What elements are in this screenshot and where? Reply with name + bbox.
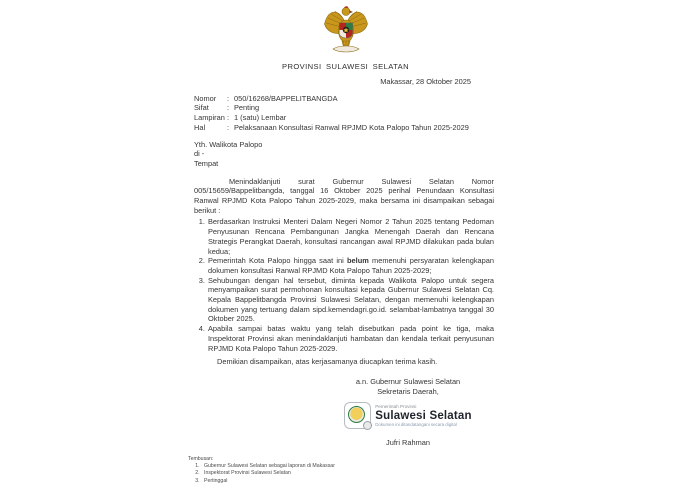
signature-block bbox=[322, 377, 494, 448]
addressee-block bbox=[194, 140, 494, 169]
point-2 bbox=[207, 256, 494, 275]
signature-on-behalf: a.n. Gubernur Sulawesi Selatan bbox=[355, 377, 461, 386]
meta-separator: : bbox=[227, 113, 230, 123]
meta-row-hal bbox=[194, 123, 494, 133]
point-3 bbox=[207, 276, 494, 325]
stamp-province-name: Sulawesi Selatan bbox=[375, 409, 472, 422]
signer-name: Jufri Rahman bbox=[386, 438, 430, 448]
tembusan-item-1 bbox=[201, 463, 335, 470]
point-4 bbox=[207, 324, 494, 353]
point-2-bold: belum bbox=[347, 256, 369, 266]
seal-circle-icon bbox=[348, 406, 365, 423]
stamp-text bbox=[375, 404, 472, 427]
point-2-pre: Pemerintah Kota Palopo hingga saat ini bbox=[208, 256, 348, 266]
garuda-pancasila-icon bbox=[323, 3, 369, 64]
signature-title: Sekretaris Daerah, bbox=[377, 386, 439, 396]
tembusan-item-2 bbox=[201, 470, 335, 477]
addressee-name: Yth. Walikota Palopo bbox=[194, 139, 263, 149]
meta-row-lampiran bbox=[194, 113, 494, 123]
dateline: Makassar, 28 Oktober 2025 bbox=[380, 77, 471, 86]
meta-row-sifat bbox=[194, 103, 494, 113]
meta-separator: : bbox=[227, 103, 230, 113]
addressee-place: Tempat bbox=[194, 158, 219, 168]
meta-label: Lampiran bbox=[194, 113, 225, 123]
tembusan-title: Tembusan: bbox=[188, 456, 214, 462]
tembusan-block bbox=[188, 456, 335, 485]
digital-signature-stamp bbox=[322, 402, 494, 429]
meta-value: Pelaksanaan Konsultasi Ranwal RPJMD Kota Palopo Tahun 2025-2029 bbox=[234, 122, 469, 132]
point-1 bbox=[207, 217, 494, 256]
meta-label: Hal bbox=[194, 122, 206, 132]
meta-separator: : bbox=[227, 93, 230, 103]
addressee-di: di - bbox=[194, 149, 205, 159]
meta-block bbox=[194, 94, 494, 133]
tembusan-item-text: Pertinggal bbox=[204, 477, 228, 484]
tembusan-list bbox=[188, 463, 335, 485]
sulsel-provincial-seal-icon bbox=[344, 402, 371, 429]
opening-paragraph: Menindaklanjuti surat Gubernur Sulawesi Selatan Nomor 005/15659/Bappelitbangda, tanggal 16 Oktober 2025 perihal Penundaan Konsultasi Ranwal RPJMD Kota Palopo Tahun 2025-2029, maka bersama ini disampaikan sebagai berikut : bbox=[194, 176, 494, 215]
meta-separator: : bbox=[227, 122, 230, 132]
meta-value: Penting bbox=[234, 103, 260, 113]
stamp-small-top: Pemerintah Provinsi bbox=[375, 404, 417, 410]
point-1-text: Berdasarkan Instruksi Menteri Dalam Negeri Nomor 2 Tahun 2025 tentang Pedoman Penyusunan Rencana Pembangunan Jangka Menengah Daerah dan Rencana Strategis Perangkat Daerah, konsultasi rancangan awal RPJMD dilakukan pada bulan kedua; bbox=[208, 217, 494, 256]
point-2-post: memenuhi persyaratan kelengkapan dokumen konsultasi Ranwal RPJMD Kota Palopo Tahun 2025-2029; bbox=[208, 256, 494, 275]
tembusan-item-3 bbox=[201, 478, 335, 485]
meta-label: Nomor bbox=[194, 93, 217, 103]
meta-value: 1 (satu) Lembar bbox=[234, 113, 287, 123]
stamp-digital-note: Dokumen ini ditandatangani secara digital bbox=[375, 421, 457, 427]
meta-value: 050/16268/BAPPELITBANGDA bbox=[234, 93, 338, 103]
seal-badge-icon bbox=[363, 421, 372, 430]
point-3-text: Sehubungan dengan hal tersebut, diminta kepada Walikota Palopo untuk segera menyampaikan surat permohonan konsultasi kepada Gubernur Sulawesi Selatan Cq. Kepala Bappelitbangda Provinsi Sulawesi Selatan, dengan memenuhi kelengkapan dokumen yang tertuang dalam sipd.kemendagri.go.id. selambat-lambatnya tanggal 30 Oktober 2025. bbox=[208, 275, 494, 324]
point-4-text: Apabila sampai batas waktu yang telah disebutkan pada point ke tiga, maka Inspektorat Provinsi akan menindaklanjuti hambatan dan kendala terkait penyusunan RPJMD Kota Palopo Tahun 2025-2029. bbox=[208, 324, 494, 353]
numbered-points bbox=[194, 217, 494, 353]
tembusan-item-text: Gubernur Sulawesi Selatan sebagai laporan di Makassar bbox=[204, 463, 335, 470]
tembusan-item-text: Inspektorat Provinsi Sulawesi Selatan bbox=[204, 470, 291, 477]
letter-body bbox=[194, 77, 494, 367]
meta-label: Sifat bbox=[194, 103, 209, 113]
province-title: PROVINSI SULAWESI SELATAN bbox=[282, 62, 409, 71]
meta-row-nomor bbox=[194, 94, 494, 104]
closing-line: Demikian disampaikan, atas kerjasamanya diucapkan terima kasih. bbox=[217, 357, 438, 367]
